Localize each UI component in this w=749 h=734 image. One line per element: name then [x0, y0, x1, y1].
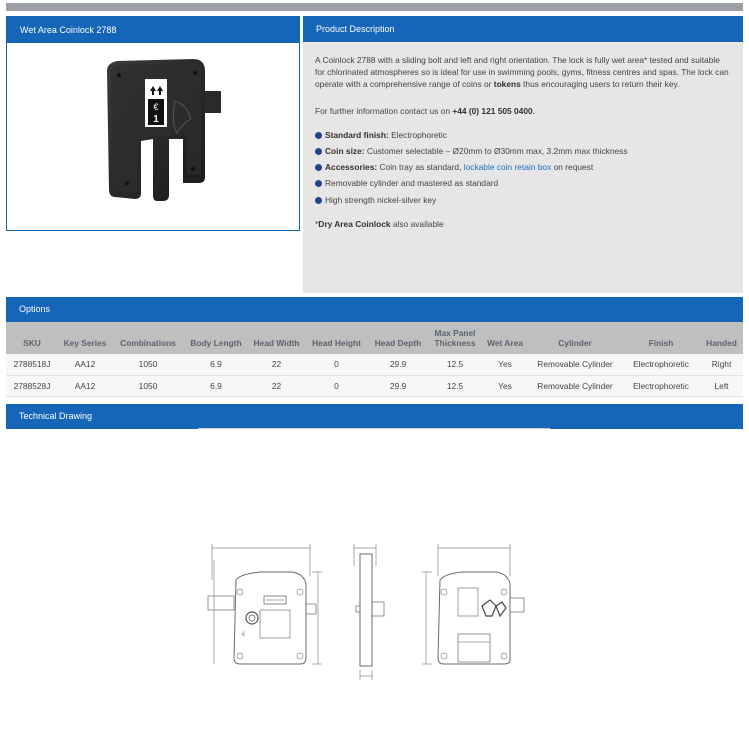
table-header-row [6, 322, 743, 354]
description-title: Product Description [303, 16, 743, 42]
product-photo [7, 43, 299, 230]
cell-handed: Right [711, 359, 732, 370]
list-item: Coin size: Customer selectable – Ø20mm to Ø30mm max, 3.2mm max thickness [315, 145, 731, 157]
front-view [208, 544, 322, 664]
column-header: Max Panel Thickness [434, 328, 476, 348]
options-title: Options [6, 297, 743, 322]
table-row [6, 375, 743, 396]
list-item: Standard finish: Electrophoretic [315, 129, 731, 141]
column-header: Combinations [120, 338, 176, 348]
description-contact: For further information contact us on +44 (0) 121 505 0400. [315, 105, 535, 116]
top-divider-bar [6, 3, 743, 11]
cell-head-width: 22 [271, 380, 282, 391]
cell-combinations: 1050 [138, 359, 158, 370]
side-view [354, 544, 384, 680]
cell-finish: Electrophoretic [633, 380, 689, 391]
lock-label-euro: € [153, 102, 159, 112]
cell-max-panel-thickness: 12.5 [446, 380, 464, 391]
options-table [6, 322, 743, 397]
cell-wet-area: Yes [498, 380, 512, 391]
feature-list [315, 129, 731, 206]
cell-sku: 2788518J [13, 359, 51, 370]
column-header: Cylinder [558, 338, 592, 348]
cell-head-depth: 29.9 [389, 359, 407, 370]
description-footnote: *Dry Area Coinlock also available [315, 218, 444, 229]
product-description-panel [303, 16, 743, 293]
cell-head-width: 22 [271, 359, 282, 370]
column-header: Head Width [253, 338, 300, 348]
cell-combinations: 1050 [138, 380, 158, 391]
description-intro: A Coinlock 2788 with a sliding bolt and left and right orientation. The lock is fully wet area* tested and suitable for chlorinated atmospheres so is ideal for use in swimming pools, gyms, fitness centres and spas. The lock can operate with a comprehensive range of coins or tokens thus encouraging users to return their key. [315, 55, 729, 90]
cell-sku: 2788528J [13, 380, 51, 391]
cell-head-depth: 29.9 [389, 380, 407, 391]
cell-cylinder: Removable Cylinder [537, 359, 613, 370]
cell-key-series: AA12 [74, 380, 96, 391]
rear-view [422, 544, 524, 664]
column-header: Head Height [312, 338, 361, 348]
technical-drawing-svg [200, 536, 552, 682]
column-header: Wet Area [487, 338, 523, 348]
cell-wet-area: Yes [498, 359, 512, 370]
column-header: Handed [706, 338, 737, 348]
cell-finish: Electrophoretic [633, 359, 689, 370]
technical-drawing [200, 536, 552, 682]
list-item: Removable cylinder and mastered as standard [315, 177, 731, 189]
front-view-label-e: € [242, 632, 246, 638]
coinlock-photo-illustration [7, 43, 299, 230]
list-item: High strength nickel-silver key [315, 194, 731, 206]
cell-head-height: 0 [334, 359, 339, 370]
cell-body-length: 6.9 [210, 359, 222, 370]
column-header: Finish [648, 338, 674, 348]
lock-label-number: 1 [153, 114, 159, 125]
column-header: Head Depth [374, 338, 422, 348]
column-header: Key Series [63, 338, 107, 348]
cell-body-length: 6.9 [210, 380, 222, 391]
table-row [6, 354, 743, 375]
product-image-panel [6, 16, 300, 231]
coin-retain-box-link[interactable]: lockable coin retain box [463, 162, 552, 173]
column-header: SKU [23, 338, 41, 348]
cell-cylinder: Removable Cylinder [537, 380, 613, 391]
technical-drawing-divider [198, 428, 550, 429]
cell-handed: Left [714, 380, 729, 391]
technical-drawing-section [6, 404, 743, 429]
options-section [6, 297, 743, 397]
list-item: Accessories: Coin tray as standard, lockable coin retain box on request [315, 161, 731, 173]
column-header: Body Length [190, 338, 242, 348]
cell-head-height: 0 [334, 380, 339, 391]
product-image-title: Wet Area Coinlock 2788 [7, 17, 299, 43]
contact-phone: +44 (0) 121 505 0400 [452, 105, 533, 116]
description-body [303, 42, 743, 230]
cell-key-series: AA12 [74, 359, 96, 370]
cell-max-panel-thickness: 12.5 [446, 359, 464, 370]
technical-drawing-title: Technical Drawing [6, 404, 743, 429]
